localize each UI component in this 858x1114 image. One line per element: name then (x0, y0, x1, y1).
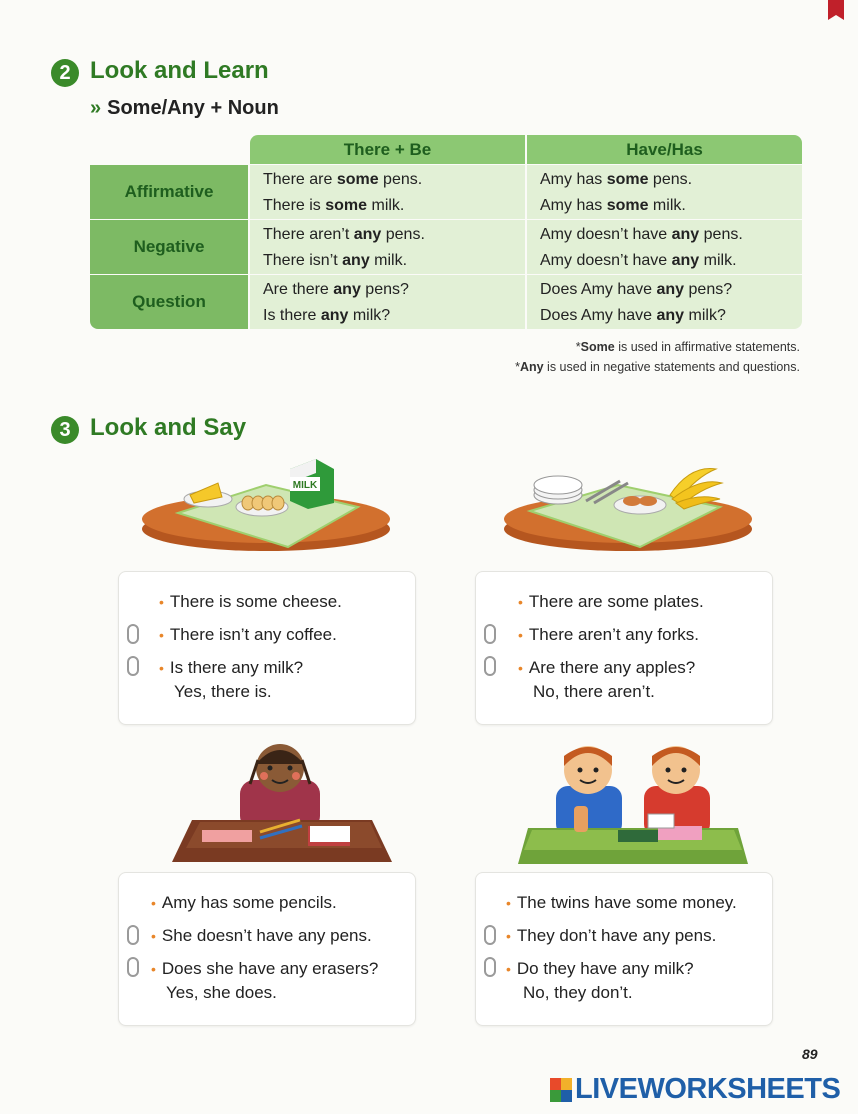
sentence-part: milk. (648, 197, 686, 214)
sentence-box (118, 872, 416, 1026)
keyword: any (333, 281, 361, 298)
table-food-illustration (138, 455, 394, 555)
sentence-part: pens? (360, 281, 409, 298)
bullet-line (151, 926, 372, 946)
bullet-line (159, 625, 337, 645)
bullet-icon: • (159, 660, 164, 676)
bullet-icon: • (506, 961, 511, 977)
keyword: any (342, 252, 370, 269)
double-chevron-icon: » (90, 97, 102, 119)
sentence-text: Amy has some pencils. (161, 893, 337, 912)
sentence-part: milk. (369, 252, 408, 269)
sentence-part: milk? (684, 307, 726, 324)
bullet-line (159, 658, 303, 678)
sentence (540, 277, 802, 303)
binder-ring-icon (484, 656, 496, 676)
table-row (90, 165, 802, 219)
bullet-icon: • (151, 928, 156, 944)
answer-text: Yes, there is. (174, 682, 272, 701)
page-number: 89 (802, 1046, 818, 1062)
sentence (263, 248, 525, 274)
bullet-line (518, 592, 704, 612)
bullet-line (506, 893, 737, 913)
sentence-part: Does Amy have (540, 281, 657, 298)
sentence (263, 277, 525, 303)
sentence-part: There aren’t (263, 226, 354, 243)
sentence (540, 303, 802, 329)
note-keyword: Some (580, 340, 615, 354)
sentence (263, 222, 525, 248)
note-some (576, 340, 800, 354)
binder-ring-icon (127, 656, 139, 676)
table-cell-have-has (527, 275, 802, 329)
note-text: is used in negative statements and questions. (543, 360, 800, 374)
brand-text: LIVEWORKSHEETS (575, 1073, 841, 1105)
binder-ring-icon (127, 624, 139, 644)
bullet-icon: • (518, 594, 523, 610)
bullet-line (159, 592, 342, 612)
note-keyword: Any (519, 360, 544, 374)
binder-ring-icon (127, 957, 139, 977)
table-cell-there-be (250, 220, 525, 274)
keyword: any (671, 252, 700, 269)
sentence-part: There isn’t (263, 252, 343, 269)
sentence-part: pens. (381, 226, 425, 243)
bullet-line (151, 893, 337, 913)
sentence-text: Do they have any milk? (516, 959, 694, 978)
table-row (90, 275, 802, 329)
keyword: some (336, 171, 379, 188)
keyword: any (671, 226, 700, 243)
note-text: is used in affirmative statements. (614, 340, 800, 354)
sentence-part: Are there (263, 281, 334, 298)
sentence-text: They don’t have any pens. (516, 926, 717, 945)
bullet-icon: • (518, 627, 523, 643)
bullet-icon: • (151, 961, 156, 977)
sentence-part: Amy has (540, 197, 607, 214)
sentence-part: Amy doesn’t have (540, 226, 672, 243)
sentence-box (118, 571, 416, 725)
sentence (263, 193, 525, 219)
bullet-line (506, 926, 716, 946)
table-plates-illustration (500, 455, 756, 555)
sentence-part: pens. (699, 226, 743, 243)
sentence-text: There are some plates. (528, 592, 704, 611)
sentence-text: Does she have any erasers? (161, 959, 379, 978)
sentence-text: Is there any milk? (169, 658, 304, 677)
table-cell-there-be (250, 165, 525, 219)
sentence (263, 167, 525, 193)
table-header-there-be: There + Be (250, 135, 525, 164)
row-label: Negative (90, 220, 248, 274)
keyword: some (606, 171, 649, 188)
bullet-icon: • (506, 928, 511, 944)
table-cell-there-be (250, 275, 525, 329)
bullet-line (151, 959, 378, 979)
table-row (90, 220, 802, 274)
bullet-icon: • (518, 660, 523, 676)
bullet-line (518, 658, 695, 678)
brand-grid-icon (550, 1078, 572, 1102)
binder-ring-icon (484, 925, 496, 945)
grammar-table (90, 135, 802, 333)
keyword: some (325, 197, 368, 214)
binder-ring-icon (127, 925, 139, 945)
table-cell-have-has (527, 220, 802, 274)
sentence-text: There aren’t any forks. (528, 625, 699, 644)
row-label: Question (90, 275, 248, 329)
keyword: any (320, 307, 349, 324)
binder-ring-icon (484, 624, 496, 644)
sentence-text: The twins have some money. (516, 893, 737, 912)
binder-ring-icon (484, 957, 496, 977)
note-asterisk: * (515, 360, 520, 374)
sentence (540, 248, 802, 274)
sentence-part: pens. (378, 171, 423, 188)
sentence (540, 222, 802, 248)
sentence-text: There is some cheese. (169, 592, 342, 611)
keyword: some (606, 197, 649, 214)
section-number-badge: 3 (51, 416, 79, 444)
liveworksheets-logo (550, 1073, 840, 1106)
sentence-text: There isn’t any coffee. (169, 625, 337, 644)
bookmark-ribbon (828, 0, 844, 20)
sentence-text: Are there any apples? (528, 658, 696, 677)
answer-text: Yes, she does. (166, 983, 277, 1002)
section-title: Look and Say (90, 414, 247, 441)
sentence-part: pens. (648, 171, 693, 188)
sentence-box (475, 571, 773, 725)
sentence (540, 167, 802, 193)
sentence-part: Amy has (540, 171, 607, 188)
subtitle (90, 97, 279, 120)
sentence-box (475, 872, 773, 1026)
sentence-part: Does Amy have (540, 307, 657, 324)
milk-label: MILK (292, 480, 318, 491)
section-number-badge: 2 (51, 59, 79, 87)
sentence-text: She doesn’t have any pens. (161, 926, 372, 945)
sentence-part: milk. (699, 252, 737, 269)
table-cell-have-has (527, 165, 802, 219)
sentence-part: Amy doesn’t have (540, 252, 672, 269)
sentence-part: pens? (684, 281, 733, 298)
bullet-line (518, 625, 699, 645)
bullet-icon: • (506, 895, 511, 911)
sentence-part: milk. (367, 197, 405, 214)
note-any (515, 360, 800, 374)
sentence-part: There are (263, 171, 337, 188)
keyword: any (656, 281, 685, 298)
row-label: Affirmative (90, 165, 248, 219)
section-title: Look and Learn (90, 57, 269, 84)
sentence-part: There is (263, 197, 326, 214)
sentence (540, 193, 802, 219)
keyword: any (656, 307, 685, 324)
keyword: any (353, 226, 382, 243)
note-asterisk: * (575, 340, 581, 354)
sentence (263, 303, 525, 329)
sentence-part: milk? (348, 307, 391, 324)
twins-at-desk-illustration (518, 740, 748, 865)
answer-text: No, there aren’t. (533, 682, 655, 701)
girl-at-desk-illustration (172, 740, 392, 865)
table-header-have-has: Have/Has (527, 135, 802, 164)
bullet-icon: • (159, 594, 164, 610)
bullet-icon: • (151, 895, 156, 911)
bullet-line (506, 959, 694, 979)
bullet-icon: • (159, 627, 164, 643)
answer-text: No, they don’t. (523, 983, 633, 1002)
sentence-part: Is there (263, 307, 321, 324)
subtitle-text: Some/Any + Noun (107, 97, 279, 119)
